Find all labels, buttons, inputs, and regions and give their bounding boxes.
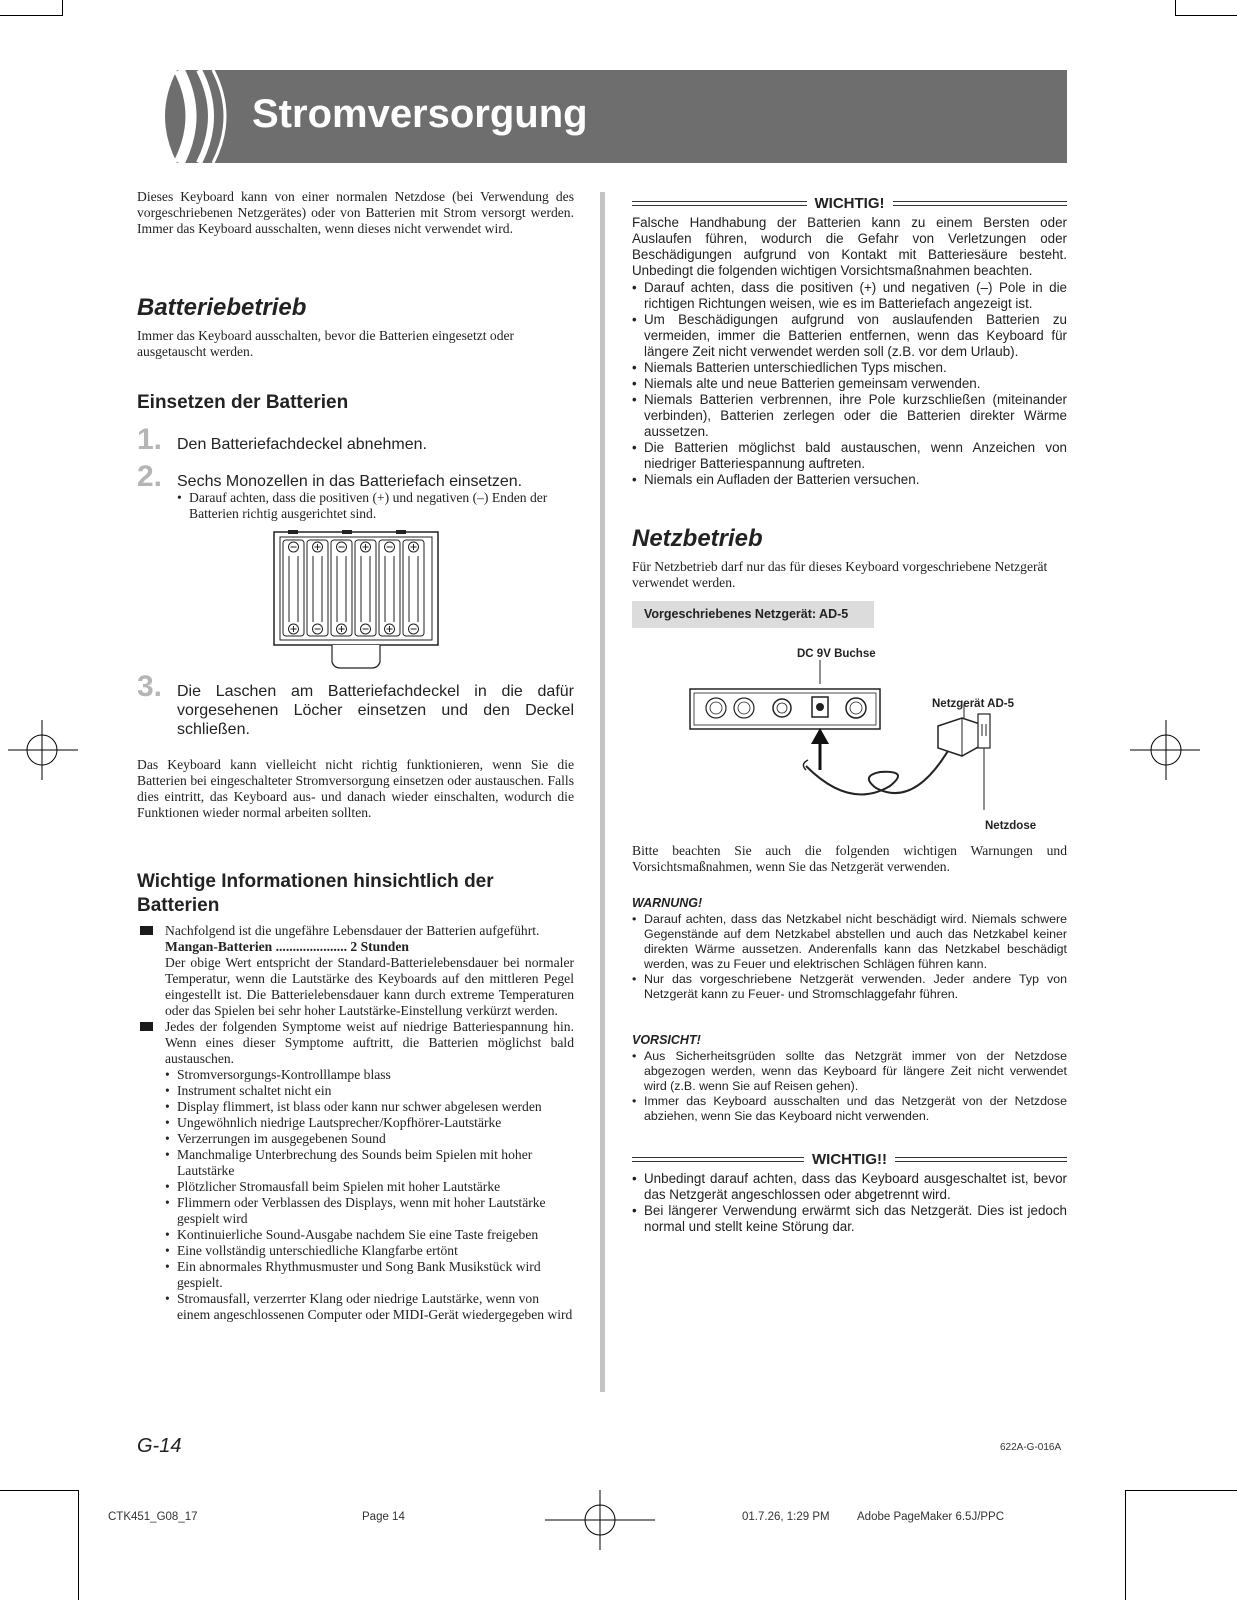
list-item-text: Jedes der folgenden Symptome weist auf niedrige Batteriespannung hin. Wenn eines dieser Symptome auftritt, die Batterien möglichst bald austauschen. <box>165 1019 574 1066</box>
list-item: • Nur das vorgeschriebene Netzgerät verwenden. Jeder andere Typ von Netzgerät kann zu Feuer- und Stromschlaggefahr führen. <box>632 972 1067 1002</box>
crop-mark <box>0 15 62 16</box>
list-item: • Niemals Batterien verbrennen, ihre Pole kurzschließen (miteinander verbinden), Batterien zerlegen oder die Batterien direkter Wärme aussetzen. <box>632 392 1067 440</box>
list-item: • Um Beschädigungen aufgrund von auslaufenden Batterien zu vermeiden, immer die Batterien entfernen, wenn das Keyboard für längere Zeit nicht verwendet werden soll (z.B. vor dem Urlaub). <box>632 312 1067 360</box>
square-bullet-icon <box>140 1022 153 1031</box>
print-date: 01.7.26, 1:29 PM <box>742 1511 830 1523</box>
print-page: Page 14 <box>362 1511 405 1523</box>
battery-life-value: Mangan-Batterien ..................... 2 Stunden <box>165 939 409 954</box>
registration-mark-left <box>8 720 78 780</box>
wichtig-list <box>632 280 1067 488</box>
battery-text: Immer das Keyboard ausschalten, bevor die Batterien eingesetzt oder ausgetauscht werden. <box>137 328 515 359</box>
list-item: • Aus Sicherheitsgrüden sollte das Netzgrät immer von der Netzdose abgezogen werden, wenn das Keyboard für längere Zeit nicht verwendet wird (z.B. wenn Sie auf Reisen gehen). <box>632 1049 1067 1094</box>
header-arcs-icon <box>137 70 237 163</box>
list-item-text: Nachfolgend ist die ungefähre Lebensdauer der Batterien aufgeführt. <box>165 923 540 938</box>
step-number: 3. <box>137 670 163 703</box>
step-text: Sechs Monozellen in das Batteriefach einsetzen. <box>177 473 523 490</box>
caution-label: VORSICHT! <box>632 1033 701 1047</box>
wichtig-label: WICHTIG! <box>814 194 885 212</box>
info-heading: Wichtige Informationen hinsichtlich der Batterien <box>137 871 494 916</box>
list-item: • Stromausfall, verzerrter Klang oder niedrige Lautstärke, wenn von einem angeschlossenen Computer oder MIDI-Gerät wiedergegeben wird <box>165 1291 574 1323</box>
column-divider <box>600 192 605 1392</box>
dc-jack-label: DC 9V Buchse <box>797 648 876 660</box>
list-item: • Niemals alte und neue Batterien gemeinsam verwenden. <box>632 376 1067 392</box>
step-text: Die Laschen am Batteriefachdeckel in die dafür vorgesehenen Löcher einsetzen und den Deckel schließen. <box>177 683 574 738</box>
list-item-text: Der obige Wert entspricht der Standard-Batterielebensdauer bei normaler Temperatur, wenn die Lautstärke des Keyboards auf den mittleren Pegel eingestellt ist. Die Batterielebensdauer kann durch extreme Temperaturen oder das Spielen bei sehr hoher Lautstärke-Einstellung verkürzt werden. <box>165 955 574 1018</box>
battery-heading: Batteriebetrieb <box>137 294 307 321</box>
list-item: • Flimmern oder Verblassen des Displays, wenn mit hoher Lautstärke gespielt wird <box>165 1195 574 1227</box>
list-item <box>137 1019 574 1323</box>
adapter-spec-box: Vorgeschriebenes Netzgerät: AD-5 <box>632 601 874 628</box>
list-item: • Eine vollständig unterschiedliche Klangfarbe ertönt <box>165 1243 574 1259</box>
battery-compartment-icon <box>270 530 442 670</box>
power-diagram-icon <box>680 660 1020 820</box>
netz-heading: Netzbetrieb <box>632 525 763 552</box>
wichtig-rule <box>632 195 1067 211</box>
step-text: Den Batteriefachdeckel abnehmen. <box>177 436 427 453</box>
list-item: • Unbedingt darauf achten, dass das Keyboard ausgeschaltet ist, bevor das Netzgerät angeschlossen oder abgetrennt wird. <box>632 1171 1067 1203</box>
registration-mark-bottom <box>545 1490 655 1550</box>
warning-list <box>632 912 1067 1002</box>
step-number: 2. <box>137 460 163 493</box>
crop-mark <box>0 1490 78 1491</box>
crop-mark <box>78 1490 79 1600</box>
wichtig-rule <box>632 1151 1067 1167</box>
crop-mark <box>1175 0 1176 16</box>
netz-after-text: Bitte beachten Sie auch die folgenden wichtigen Warnungen und Vorsichtsmaßnahmen, wenn Sie das Netzgerät verwenden. <box>632 843 1067 874</box>
warning-label: WARNUNG! <box>632 896 703 910</box>
wichtig2-list <box>632 1171 1067 1235</box>
list-item: • Stromversorgungs-Kontrolllampe blass <box>165 1067 574 1083</box>
caution-list <box>632 1049 1067 1124</box>
symptom-list <box>165 1067 574 1323</box>
list-item: • Display flimmert, ist blass oder kann nur schwer abgelesen werden <box>165 1099 574 1115</box>
crop-mark <box>62 0 63 16</box>
list-item <box>137 923 574 1019</box>
wichtig-label: WICHTIG!! <box>812 1150 887 1168</box>
app-name: Adobe PageMaker 6.5J/PPC <box>857 1511 1005 1523</box>
list-item: • Manchmalige Unterbrechung des Sounds beim Spielen mit hoher Lautstärke <box>165 1147 574 1179</box>
list-item: • Plötzlicher Stromausfall beim Spielen mit hoher Lautstärke <box>165 1179 574 1195</box>
wichtig-text: Falsche Handhabung der Batterien kann zu einem Bersten oder Auslaufen führen, wodurch die Gefahr von Verletzungen oder Beschädigungen aufgrund von Kontakt mit Batteriesäure besteht. Unbedingt die folgenden wichtigen Vorsichtsmaßnahmen beachten. <box>632 215 1067 278</box>
list-item: • Darauf achten, dass die positiven (+) und negativen (–) Pole in die richtigen Richtungen weisen, wie es im Batteriefach angezeigt ist. <box>632 280 1067 312</box>
outlet-label: Netzdose <box>985 820 1037 832</box>
intro-text: Dieses Keyboard kann von einer normalen Netzdose (bei Verwendung des vorgeschriebenen Netzgerätes) oder von Batterien mit Strom versorgt werden. Immer das Keyboard ausschalten, wenn dieses nicht verwendet wird. <box>137 189 574 236</box>
doc-code: 622A-G-016A <box>1000 1442 1062 1453</box>
info-list <box>137 923 574 1323</box>
crop-mark <box>1175 15 1237 16</box>
list-item: • Niemals ein Aufladen der Batterien versuchen. <box>632 472 1067 488</box>
netz-text: Für Netzbetrieb darf nur das für dieses Keyboard vorgeschriebene Netzgerät verwendet werden. <box>632 559 1048 590</box>
file-name: CTK451_G08_17 <box>108 1511 198 1523</box>
page-number: G-14 <box>137 1435 182 1457</box>
battery-after-text: Das Keyboard kann vielleicht nicht richtig funktionieren, wenn Sie die Batterien bei eingeschalteter Stromversorgung einsetzen oder austauschen. Falls dies eintritt, das Keyboard aus- und danach wieder einschalten, wodurch die Funktionen wieder normal arbeiten sollten. <box>137 757 574 820</box>
list-item: • Bei längerer Verwendung erwärmt sich das Netzgerät. Dies ist jedoch normal und stellt keine Störung dar. <box>632 1203 1067 1235</box>
insert-heading: Einsetzen der Batterien <box>137 392 349 413</box>
registration-mark-right <box>1130 720 1200 780</box>
list-item: • Instrument schaltet nicht ein <box>165 1083 574 1099</box>
crop-mark <box>1125 1490 1126 1600</box>
list-item: • Kontinuierliche Sound-Ausgabe nachdem Sie eine Taste freigeben <box>165 1227 574 1243</box>
adapter-label: Netzgerät AD-5 <box>932 698 1015 710</box>
crop-mark <box>1125 1490 1237 1491</box>
page-title: Stromversorgung <box>252 92 588 136</box>
list-item: • Ungewöhnlich niedrige Lautsprecher/Kopfhörer-Lautstärke <box>165 1115 574 1131</box>
square-bullet-icon <box>140 926 153 935</box>
list-item: • Immer das Keyboard ausschalten und das Netzgerät von der Netzdose abziehen, wenn Sie das Keyboard nicht verwenden. <box>632 1094 1067 1124</box>
step-note <box>177 490 574 522</box>
list-item: • Ein abnormales Rhythmusmuster und Song Bank Musikstück wird gespielt. <box>165 1259 574 1291</box>
list-item: • Darauf achten, dass die positiven (+) und negativen (–) Enden der Batterien richtig ausgerichtet sind. <box>177 490 574 522</box>
list-item: • Verzerrungen im ausgegebenen Sound <box>165 1131 574 1147</box>
step-number: 1. <box>137 423 163 456</box>
list-item: • Darauf achten, dass das Netzkabel nicht beschädigt wird. Niemals schwere Gegenstände auf dem Netzkabel abstellen und auch das Netzkabel keiner direkten Wärme aussetzen. Anderenfalls kann das Netzkabel beschädigt werden, was zu Feuer und elektrischen Schlägen führen kann. <box>632 912 1067 972</box>
list-item: • Die Batterien möglichst bald austauschen, wenn Anzeichen von niedriger Batteriespannung auftreten. <box>632 440 1067 472</box>
list-item: • Niemals Batterien unterschiedlichen Typs mischen. <box>632 360 1067 376</box>
